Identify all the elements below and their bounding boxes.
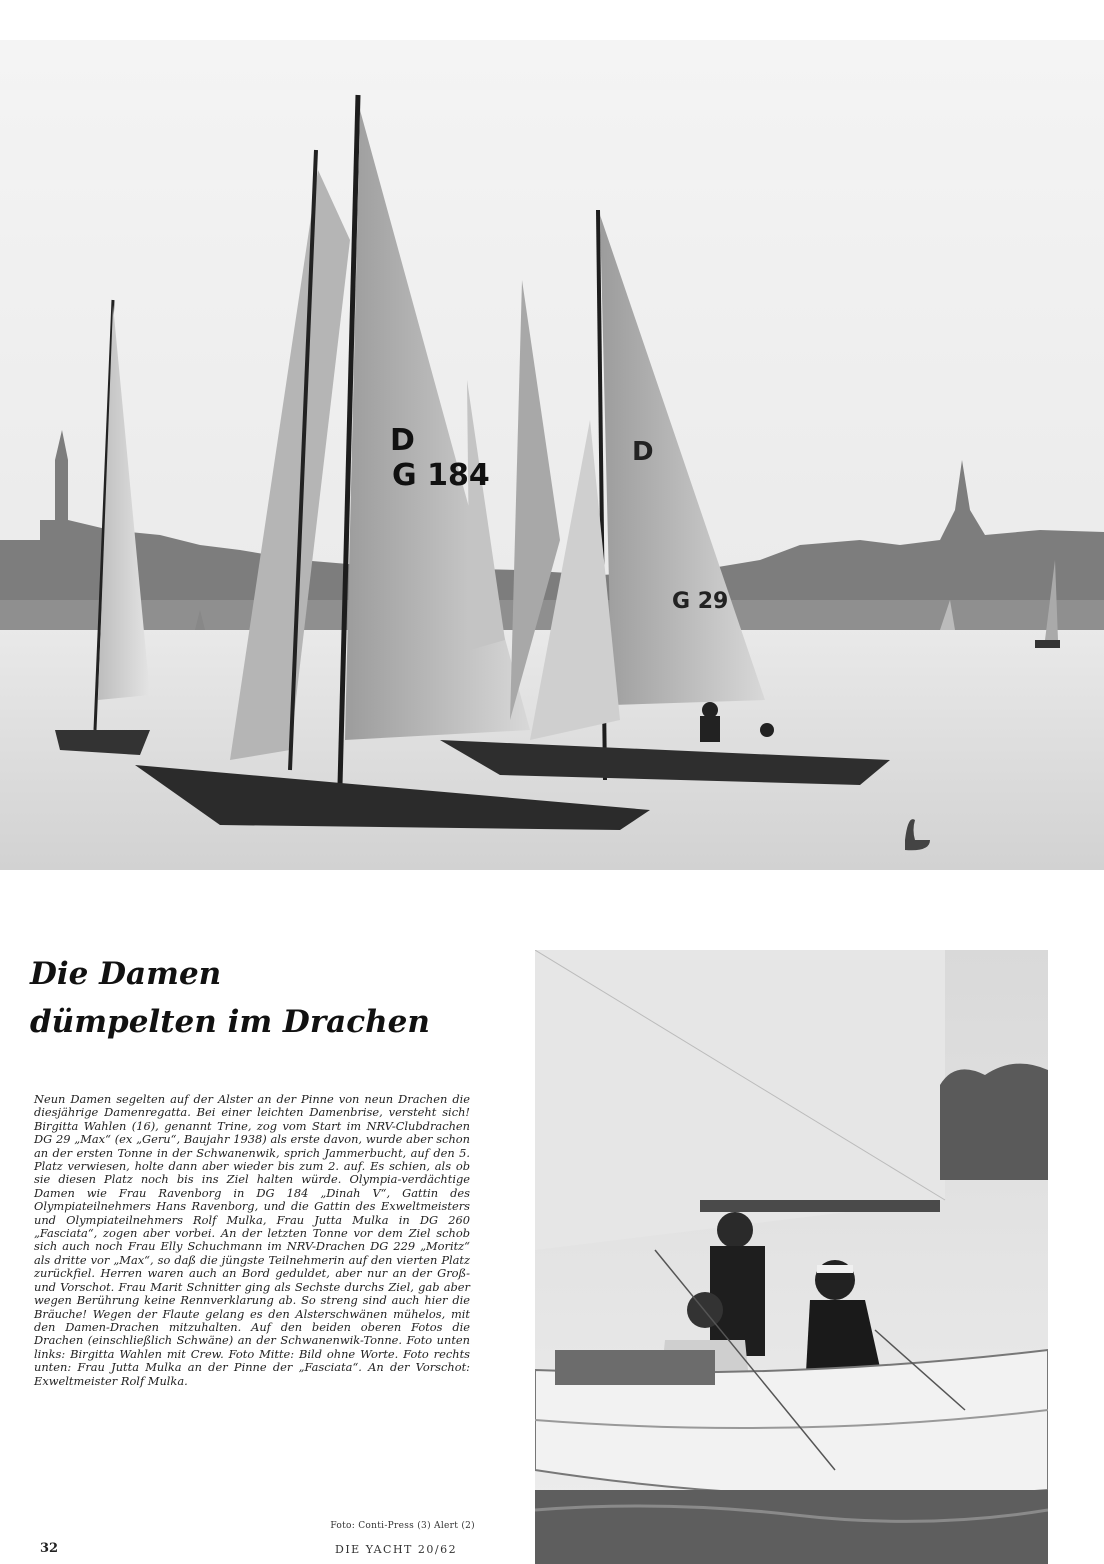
article-body: Neun Damen segelten auf der Alster an der Pinne von neun Drachen die diesjährige Damenregatta. Bei einer leichten Damenbrise, versteht sich! Birgitta Wahlen (16), genannt Trine, zog vom Start im NRV-Clubdrachen DG 29 „Max“ (ex „Geru“, Baujahr 1938) als erste davon, wurde aber schon an der ersten Tonne in der Schwanenwik, sprich Jammerbucht, auf den 5. Platz verwiesen, holte dann aber wieder bis zum 2. auf. Es schien, als ob sie diesen Platz noch bis ins Ziel halten würde. Olympia-verdächtige Damen wie Frau Ravenborg in DG 184 „Dinah V“, Gattin des Olympiateilnehmers Hans Ravenborg, und die Gattin des Exweltmeisters und Olympiateilnehmers Rolf Mulka, Frau Jutta Mulka in DG 260 „Fasciata“, zogen aber vorbei. An der letzten Tonne vor dem Ziel schob sich auch noch Frau Elly Schuchmann im NRV-Drachen DG 229 „Moritz“ als dritte vor „Max“, so daß die jüngste Teilnehmerin auf den vierten Platz zurückfiel. Herren waren auch an Bord geduldet, aber nur an der Groß- und Vorschot. Frau Marit Schnitter ging als Sechste durchs Ziel, gab aber wegen Berührung keine Rennverklarung ab. So streng sind auch hier die Bräuche! Wegen der Flaute gelang es den Alsterschwänen mühelos, mit den Damen-Drachen mitzuhalten. Auf den beiden oberen Fotos die Drachen (einschließlich Schwäne) an der Schwanenwik-Tonne. Foto unten links: Birgitta Wahlen mit Crew. Foto Mitte: Bild ohne Worte. Foto rechts unten: Frau Jutta Mulka an der Pinne der „Fasciata“. An der Vorschot: Exweltmeister Rolf Mulka. xyxy=(34,1092,470,1388)
magazine-footer: DIE YACHT 20/62 xyxy=(335,1543,458,1556)
crew-on-boat-photo xyxy=(535,950,1048,1564)
photo-credit: Foto: Conti-Press (3) Alert (2) xyxy=(330,1521,475,1531)
regatta-photo-illustration xyxy=(0,40,1104,870)
sailing-regatta-photo xyxy=(0,40,1104,870)
headline-line-2: dümpelten im Drachen xyxy=(30,1004,430,1040)
sail-letter-d: D xyxy=(390,423,415,458)
page-number: 32 xyxy=(40,1541,59,1556)
sail-letter-d-2: D xyxy=(632,437,654,467)
headline-line-1: Die Damen xyxy=(30,956,222,992)
crew-photo-illustration xyxy=(535,950,1048,1564)
sail-number-g29: G 29 xyxy=(672,589,729,614)
article-headline xyxy=(30,950,510,1046)
sail-number-g184: G 184 xyxy=(392,458,490,493)
